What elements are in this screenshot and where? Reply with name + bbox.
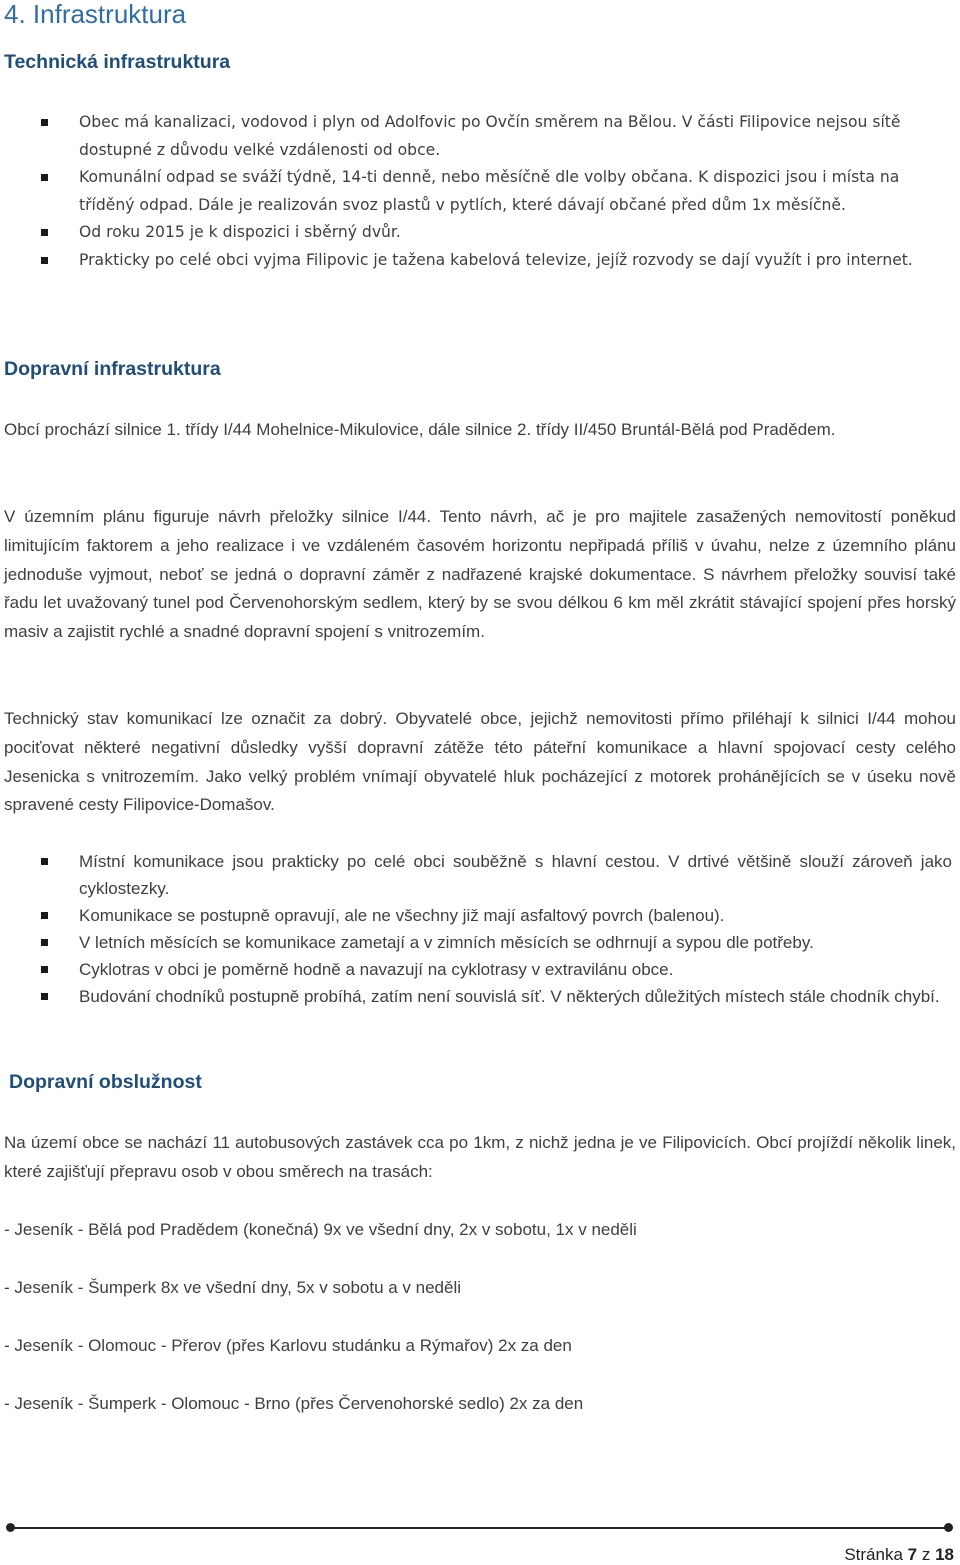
list-item: Prakticky po celé obci vyjma Filipovic je tažena kabelová televize, jejíž rozvody se dají využít i pro internet.: [0, 247, 952, 275]
of-word: z: [921, 1545, 931, 1564]
page-number-footer: [844, 1545, 954, 1565]
list-item: Obec má kanalizaci, vodovod i plyn od Adolfovic po Ovčín směrem na Bělou. V části Filipovice nejsou sítě dostupné z důvodu velké vzdálenosti od obce.: [0, 109, 952, 164]
route-item: - Jeseník - Bělá pod Pradědem (konečná) 9x ve všední dny, 2x v sobotu, 1x v neděli: [4, 1220, 637, 1239]
transport-paragraph-bypass: V územním plánu figuruje návrh přeložky silnice I/44. Tento návrh, ač je pro majitele zasažených nemovitostí poněkud limitujícím faktorem a jeho realizace i ve vzdáleném časovém horizontu nepřipadá příliš v úvahu, nelze z územního plánu jednoduše vyjmout, neboť se jedná o dopravní záměr z nadřazené krajské dokumentace. S návrhem přeložky souvisí také řadu let uvažovaný tunel pod Červenohorským sedlem, který by se svou délkou 6 km měl zkrátit stávající spojení přes horský masiv a zajistit rychlé a snadné dopravní spojení s vnitrozemím.: [4, 507, 956, 642]
section-heading-transport: Dopravní infrastruktura: [4, 358, 221, 380]
square-bullet-icon: [41, 858, 48, 865]
section-heading-service: Dopravní obslužnost: [9, 1071, 202, 1093]
page-total: 18: [935, 1545, 954, 1564]
technical-bullet-list: [0, 109, 952, 274]
list-item: Komunální odpad se sváží týdně, 14-ti denně, nebo měsíčně dle volby občana. K dispozici jsou i místa na tříděný odpad. Dále je realizován svoz plastů v pytlích, které dávají občané před dům 1x měsíčně.: [0, 164, 952, 219]
square-bullet-icon: [41, 257, 48, 264]
transport-paragraph-condition: Technický stav komunikací lze označit za dobrý. Obyvatelé obce, jejichž nemovitosti přímo přiléhají k silnici I/44 mohou pociťovat některé negativní důsledky vyšší dopravní zátěže této páteřní komunikace a hlavní spojovací cesty celého Jesenicka s vnitrozemím. Jako velký problém vnímají obyvatelé hluk pocházející z motorek prohánějících se v úseku nově spravené cesty Filipovice-Domašov.: [4, 709, 956, 815]
square-bullet-icon: [41, 966, 48, 973]
page-word: Stránka: [844, 1545, 903, 1564]
square-bullet-icon: [41, 939, 48, 946]
list-item: Komunikace se postupně opravují, ale ne všechny již mají asfaltový povrch (balenou).: [0, 902, 952, 929]
page-title: 4. Infrastruktura: [4, 0, 187, 29]
list-item: Místní komunikace jsou prakticky po celé obci souběžně s hlavní cestou. V drtivé většině slouží zároveň jako cyklostezky.: [0, 848, 952, 902]
footer-divider-left-dot: [6, 1523, 15, 1532]
route-item: - Jeseník - Šumperk - Olomouc - Brno (přes Červenohorské sedlo) 2x za den: [4, 1394, 584, 1413]
transport-bullet-list: [0, 848, 952, 1010]
square-bullet-icon: [41, 119, 48, 126]
square-bullet-icon: [41, 912, 48, 919]
section-heading-technical: Technická infrastruktura: [4, 51, 231, 73]
footer-divider: [10, 1527, 948, 1529]
list-item: Od roku 2015 je k dispozici i sběrný dvůr.: [0, 219, 952, 247]
page-number: 7: [907, 1545, 918, 1564]
route-item: - Jeseník - Olomouc - Přerov (přes Karlovu studánku a Rýmařov) 2x za den: [4, 1336, 572, 1355]
square-bullet-icon: [41, 229, 48, 236]
route-item: - Jeseník - Šumperk 8x ve všední dny, 5x v sobotu a v neděli: [4, 1278, 462, 1297]
square-bullet-icon: [41, 174, 48, 181]
list-item: V letních měsících se komunikace zametají a v zimních měsících se odhrnují a sypou dle potřeby.: [0, 929, 952, 956]
square-bullet-icon: [41, 993, 48, 1000]
list-item: Cyklotras v obci je poměrně hodně a navazují na cyklotrasy v extravilánu obce.: [0, 956, 952, 983]
transport-paragraph-roads: Obcí prochází silnice 1. třídy I/44 Mohelnice-Mikulovice, dále silnice 2. třídy II/450 Bruntál-Bělá pod Pradědem.: [4, 420, 836, 439]
service-intro: Na území obce se nachází 11 autobusových zastávek cca po 1km, z nichž jedna je ve Filipovicích. Obcí projíždí několik linek, které zajišťují přepravu osob v obou směrech na trasách:: [4, 1133, 956, 1181]
list-item: Budování chodníků postupně probíhá, zatím není souvislá síť. V některých důležitých místech stále chodník chybí.: [0, 983, 952, 1010]
footer-divider-right-dot: [944, 1523, 953, 1532]
